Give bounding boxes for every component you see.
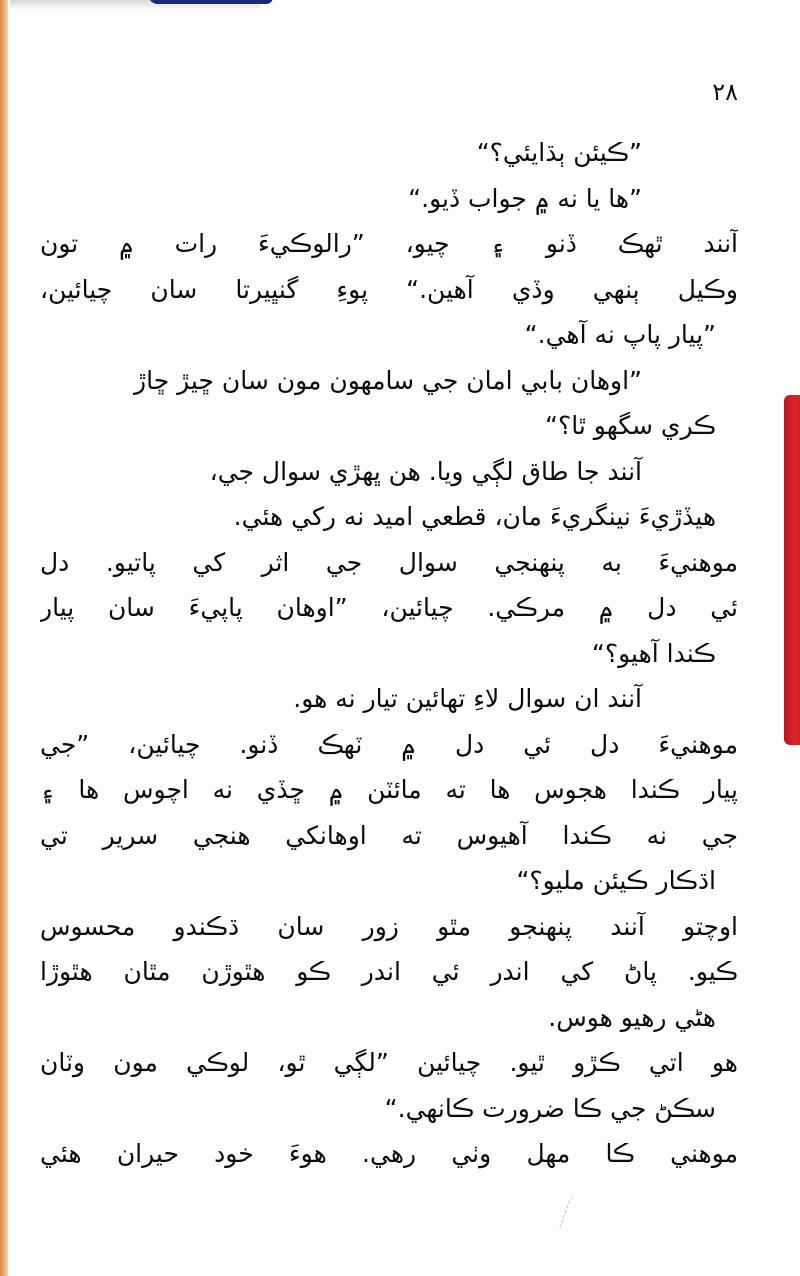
text-line: موهنيءَ دل ئي دل ۾ ٽهڪ ڏنو. چيائين، ”جي: [40, 729, 738, 759]
text-line: هيڏڙيءَ نينگريءَ مان، قطعي اميد نه رکي هئي.: [233, 502, 716, 531]
text-line: ”پيار پاپ نه آهي.“: [524, 320, 716, 349]
text-line: هو اتي ڪڙو ٿيو. چيائين ”لڳي ٿو، لوڪي مون وٽان: [40, 1048, 738, 1077]
text-line: آنند ٿهڪ ڏنو ۽ چيو، ”رالوڪيءَ رات ۾ تون: [40, 229, 738, 258]
pencil-mark: [559, 1194, 585, 1233]
text-line: ئي دل ۾ مرڪي. چيائين، ”اوهان پاپيءَ سان پيار: [40, 593, 738, 622]
text-line: هڻي رهيو هوس.: [548, 1002, 716, 1032]
text-line: ڪري سگهو ٿا؟“: [545, 411, 716, 440]
page-number: ٢٨: [712, 78, 738, 106]
text-line: موهنيءَ به پنهنجي سوال جي اثر کي پاتيو. دل: [40, 547, 738, 577]
top-blue-object: [148, 0, 273, 4]
text-line: وڪيل ٻنهي وڏي آهين.“ پوءِ گنڀيرتا سان چيائين،: [40, 274, 738, 304]
text-line: ”ها يا نه ۾ جواب ڏيو.“: [408, 183, 642, 213]
text-line: سڪڻ جي ڪا ضرورت ڪانهي.“: [384, 1093, 716, 1123]
book-spine-edge: [0, 0, 8, 1276]
text-line: اوچتو آنند پنهنجو مٿو زور سان ڌڪندو محسوس: [40, 911, 738, 941]
text-line: جي نه ڪندا آهيوس ته اوهانکي هنجي سرير تي: [40, 820, 738, 850]
text-line: ڪندا آهيو؟“: [591, 638, 716, 668]
text-line: ڪيو. پاڻ کي اندر ئي اندر ڪو هٿوڙن مٿان هٿوڙا: [40, 957, 738, 986]
text-line: آنند ان سوال لاءِ تهائين تيار نه هو.: [293, 684, 642, 713]
text-line: پيار ڪندا هجوس ها ته مائٽن ۾ ڇڏي نه اچوس ها ۽: [40, 775, 738, 804]
text-line: آنند جا طاق لڳي ويا. هن ڀهڙي سوال جي،: [209, 456, 642, 486]
text-line: موهني ڪا مهل وٺي رهي. هوءَ خود حيران هئي: [40, 1139, 738, 1168]
text-line: ”اوهان بابي امان جي سامهون مون سان ڇيڙ ڇاڙ: [134, 365, 642, 395]
red-bookmark-tab: [784, 395, 800, 745]
text-line: ”ڪيئن ٻڌايئي؟“: [476, 138, 642, 167]
page-text: [40, 130, 738, 1177]
text-line: اڌڪار ڪيئن مليو؟“: [516, 866, 716, 895]
